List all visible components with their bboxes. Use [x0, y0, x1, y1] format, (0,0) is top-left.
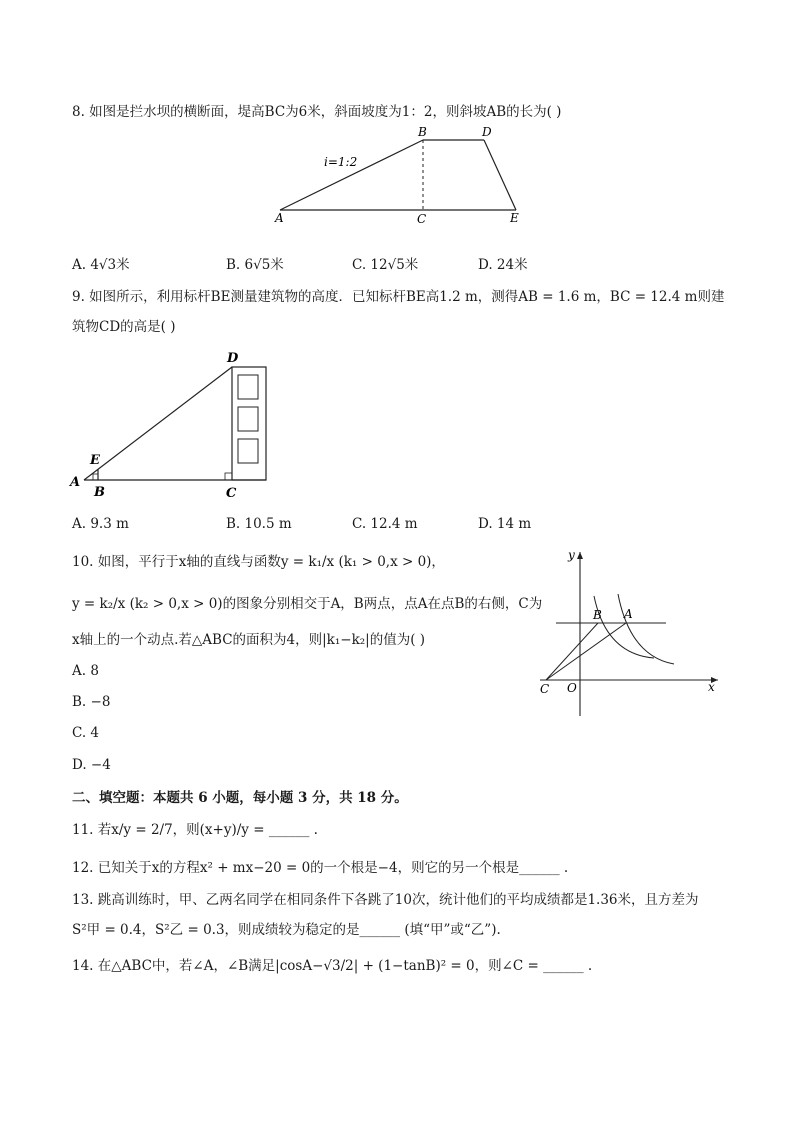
- point-A: A: [275, 211, 284, 225]
- q10-option-c[interactable]: C. 4: [72, 725, 100, 741]
- label-y: y: [568, 548, 575, 562]
- question-14: 14. 在△ABC中，若∠A，∠B满足|cosA−√3/2| + (1−tanB)² = 0，则∠C = ______ .: [72, 958, 593, 974]
- question-13-line1: 13. 跳高训练时，甲、乙两名同学在相同条件下各跳了10次，统计他们的平均成绩都是1.36米，且方差为: [72, 892, 699, 908]
- point-C: C: [226, 486, 237, 501]
- point-B: B: [418, 125, 427, 139]
- slope-label: i=1:2: [324, 155, 358, 169]
- q9-option-c[interactable]: C. 12.4 m: [352, 516, 418, 532]
- hyperbola-figure: [536, 546, 726, 718]
- question-13-line2: S²甲 = 0.4，S²乙 = 0.3，则成绩较为稳定的是______ (填“甲”或“乙”).: [72, 922, 501, 938]
- q8-option-b[interactable]: B. 6√5米: [226, 257, 284, 273]
- point-D: D: [482, 125, 492, 139]
- label-A: A: [624, 607, 633, 621]
- building-measurement-figure: [66, 343, 276, 503]
- dam-cross-section-figure: [270, 124, 530, 228]
- question-10-stem-line3: x轴上的一个动点.若△ABC的面积为4，则|k₁−k₂|的值为( ): [72, 632, 426, 648]
- point-C: C: [417, 212, 427, 226]
- q8-option-c[interactable]: C. 12√5米: [352, 257, 419, 273]
- label-x: x: [708, 680, 715, 694]
- point-A: A: [70, 475, 81, 490]
- q10-option-b[interactable]: B. −8: [72, 694, 111, 710]
- q10-option-a[interactable]: A. 8: [72, 663, 99, 679]
- question-12: 12. 已知关于x的方程x² + mx−20 = 0的一个根是−4，则它的另一个根是______ .: [72, 860, 569, 876]
- q10-option-d[interactable]: D. −4: [72, 757, 111, 773]
- label-C: C: [540, 682, 550, 696]
- question-9-stem-line1: 9. 如图所示，利用标杆BE测量建筑物的高度．已知标杆BE高1.2 m，测得AB = 1.6 m，BC = 12.4 m则建: [72, 289, 725, 305]
- q9-option-a[interactable]: A. 9.3 m: [72, 516, 129, 532]
- section-2-heading: 二、填空题：本题共 6 小题，每小题 3 分，共 18 分。: [72, 790, 408, 806]
- point-E: E: [90, 453, 100, 468]
- q9-option-d[interactable]: D. 14 m: [478, 516, 532, 532]
- label-O: O: [567, 681, 577, 695]
- question-10-stem-line2: y = k₂/x (k₂ > 0,x > 0)的图象分别相交于A，B两点，点A在点B的右侧，C为: [72, 596, 543, 612]
- label-B: B: [593, 608, 602, 622]
- question-10-stem-line1: 10. 如图，平行于x轴的直线与函数y = k₁/x (k₁ > 0,x > 0)，: [72, 554, 445, 570]
- q8-option-d[interactable]: D. 24米: [478, 257, 528, 273]
- point-E: E: [510, 211, 519, 225]
- question-8-stem: 8. 如图是拦水坝的横断面，堤高BC为6米，斜面坡度为1：2，则斜坡AB的长为( ): [72, 104, 562, 120]
- point-B: B: [94, 485, 105, 500]
- point-D: D: [227, 351, 239, 366]
- q9-option-b[interactable]: B. 10.5 m: [226, 516, 292, 532]
- q8-option-a[interactable]: A. 4√3米: [72, 257, 130, 273]
- question-9-stem-line2: 筑物CD的高是( ): [72, 319, 176, 335]
- question-11: 11. 若x/y = 2/7，则(x+y)/y = ______ .: [72, 822, 318, 838]
